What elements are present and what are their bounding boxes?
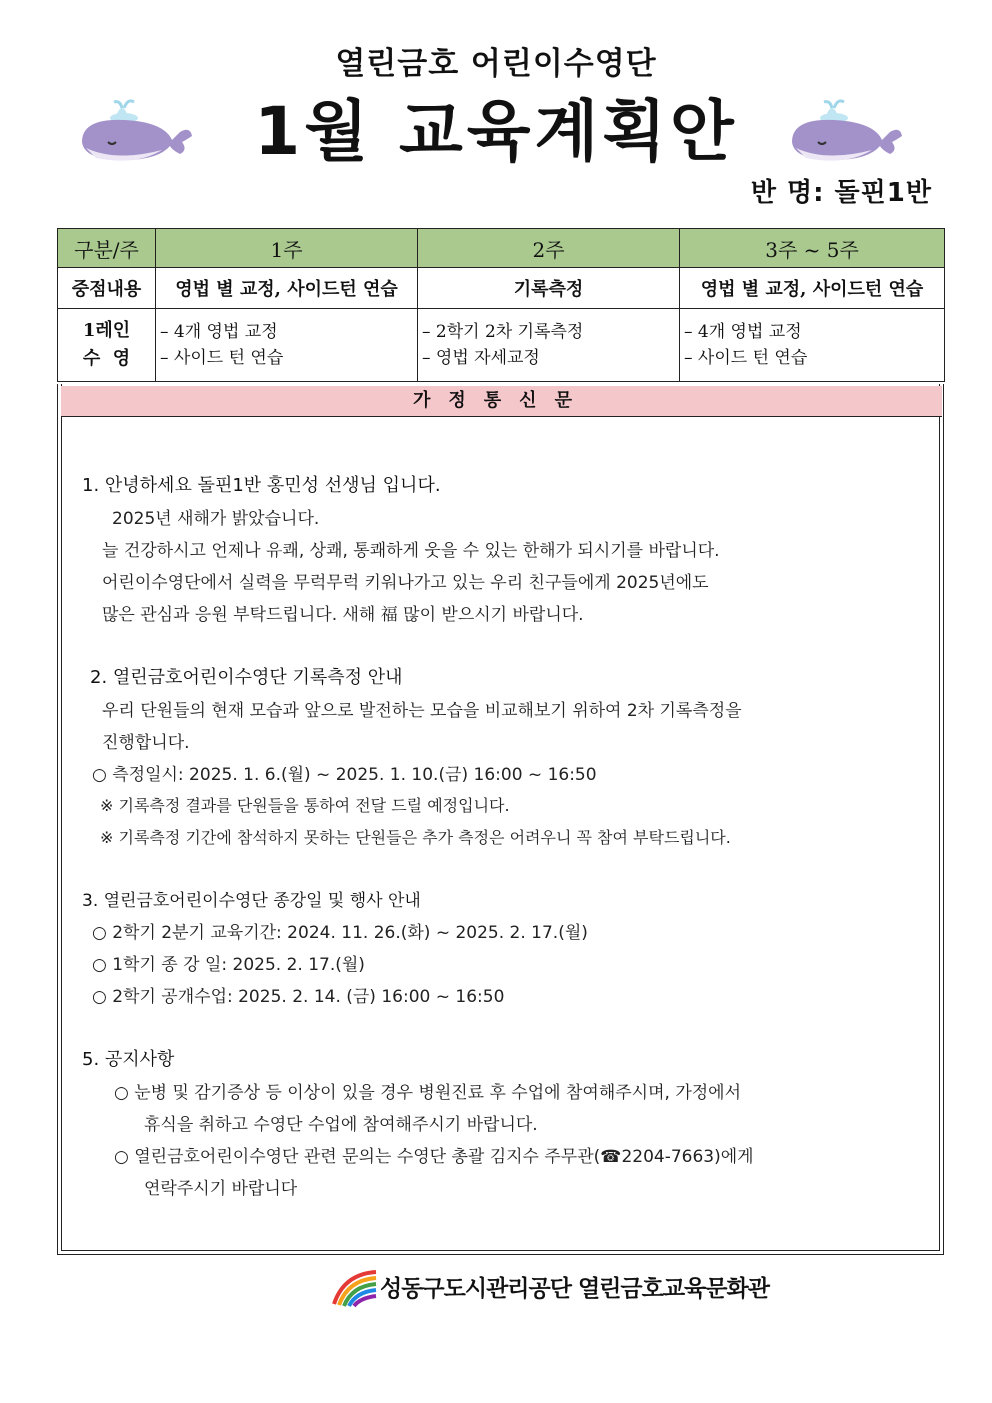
whale-icon bbox=[786, 96, 906, 166]
focus-week2: 기록측정 bbox=[418, 268, 680, 309]
org-title: 열린금호 어린이수영단 bbox=[335, 46, 657, 82]
section-1-line: 어린이수영단에서 실력을 무럭무럭 키워나가고 있는 우리 친구들에게 2025년에도 bbox=[102, 573, 709, 593]
column-header: 구분/주 bbox=[58, 229, 156, 268]
column-header: 1주 bbox=[156, 229, 418, 268]
table-row bbox=[58, 309, 945, 382]
table-row bbox=[58, 268, 945, 309]
notice-header: 가정통신문 bbox=[61, 386, 942, 417]
list-item: – 4개 영법 교정 bbox=[684, 322, 802, 342]
focus-week1: 영법 별 교정, 사이드턴 연습 bbox=[156, 268, 418, 309]
section-5-item: ○ 눈병 및 감기증상 등 이상이 있을 경우 병원진료 후 수업에 참여해주시며, 가정에서 bbox=[114, 1083, 742, 1103]
section-1-title: 1. 안녕하세요 돌핀1반 홍민성 선생님 입니다. bbox=[82, 475, 441, 496]
section-2-line: 우리 단원들의 현재 모습과 앞으로 발전하는 모습을 비교해보기 위하여 2차 기록측정을 bbox=[102, 701, 742, 721]
list-item: – 사이드 턴 연습 bbox=[160, 348, 284, 368]
section-3-item: ○ 1학기 종 강 일: 2025. 2. 17.(월) bbox=[92, 955, 365, 975]
section-3-item: ○ 2학기 2분기 교육기간: 2024. 11. 26.(화) ~ 2025. 2. 17.(월) bbox=[92, 923, 588, 943]
section-1-line: 늘 건강하시고 언제나 유쾌, 상쾌, 통쾌하게 웃을 수 있는 한해가 되시기를 바랍니다. bbox=[102, 541, 720, 561]
section-2-note: ※ 기록측정 기간에 참석하지 못하는 단원들은 추가 측정은 어려우니 꼭 참여 부탁드립니다. bbox=[100, 828, 731, 847]
section-3-title: 3. 열린금호어린이수영단 종강일 및 행사 안내 bbox=[82, 891, 421, 911]
section-5-item: 휴식을 취하고 수영단 수업에 참여해주시기 바랍니다. bbox=[144, 1115, 538, 1135]
section-5-item: 연락주시기 바랍니다 bbox=[144, 1179, 298, 1199]
section-1-line: 많은 관심과 응원 부탁드립니다. 새해 福 많이 받으시기 바랍니다. bbox=[102, 605, 584, 625]
section-2-line: 진행합니다. bbox=[102, 733, 190, 753]
section-5-item: ○ 열린금호어린이수영단 관련 문의는 수영단 총괄 김지수 주무관(☎2204-7663)에게 bbox=[114, 1147, 754, 1167]
section-2-date: ○ 측정일시: 2025. 1. 6.(월) ~ 2025. 1. 10.(금) 16:00 ~ 16:50 bbox=[92, 765, 597, 785]
row-label bbox=[58, 309, 156, 382]
list-item: – 사이드 턴 연습 bbox=[684, 348, 808, 368]
whale-icon bbox=[76, 96, 196, 166]
footer-logo-text: 성동구도시관리공단 열린금호교육문화관 bbox=[380, 1276, 769, 1302]
section-3-item: ○ 2학기 공개수업: 2025. 2. 14. (금) 16:00 ~ 16:50 bbox=[92, 987, 505, 1007]
section-2-title: 2. 열린금호어린이수영단 기록측정 안내 bbox=[90, 667, 403, 688]
section-5-title: 5. 공지사항 bbox=[82, 1049, 175, 1070]
main-title: 1월 교육계획안 bbox=[254, 93, 738, 170]
focus-week3: 영법 별 교정, 사이드턴 연습 bbox=[680, 268, 945, 309]
class-name: 반 명: 돌핀1반 bbox=[750, 178, 932, 208]
row-label-line: 1레인 bbox=[82, 320, 131, 341]
row-label-line: 수 영 bbox=[82, 348, 131, 369]
education-plan-table bbox=[57, 228, 945, 382]
rainbow-logo-icon bbox=[330, 1268, 380, 1308]
column-header: 3주 ~ 5주 bbox=[680, 229, 945, 268]
list-item: – 영법 자세교정 bbox=[422, 348, 540, 368]
week3-items bbox=[680, 309, 945, 382]
list-item: – 4개 영법 교정 bbox=[160, 322, 278, 342]
section-2-note: ※ 기록측정 결과를 단원들을 통하여 전달 드릴 예정입니다. bbox=[100, 796, 510, 815]
column-header: 2주 bbox=[418, 229, 680, 268]
row-label: 중점내용 bbox=[58, 268, 156, 309]
week1-items bbox=[156, 309, 418, 382]
section-1-line: 2025년 새해가 밝았습니다. bbox=[112, 509, 320, 529]
week2-items bbox=[418, 309, 680, 382]
table-header-row bbox=[58, 229, 945, 268]
list-item: – 2학기 2차 기록측정 bbox=[422, 322, 584, 342]
